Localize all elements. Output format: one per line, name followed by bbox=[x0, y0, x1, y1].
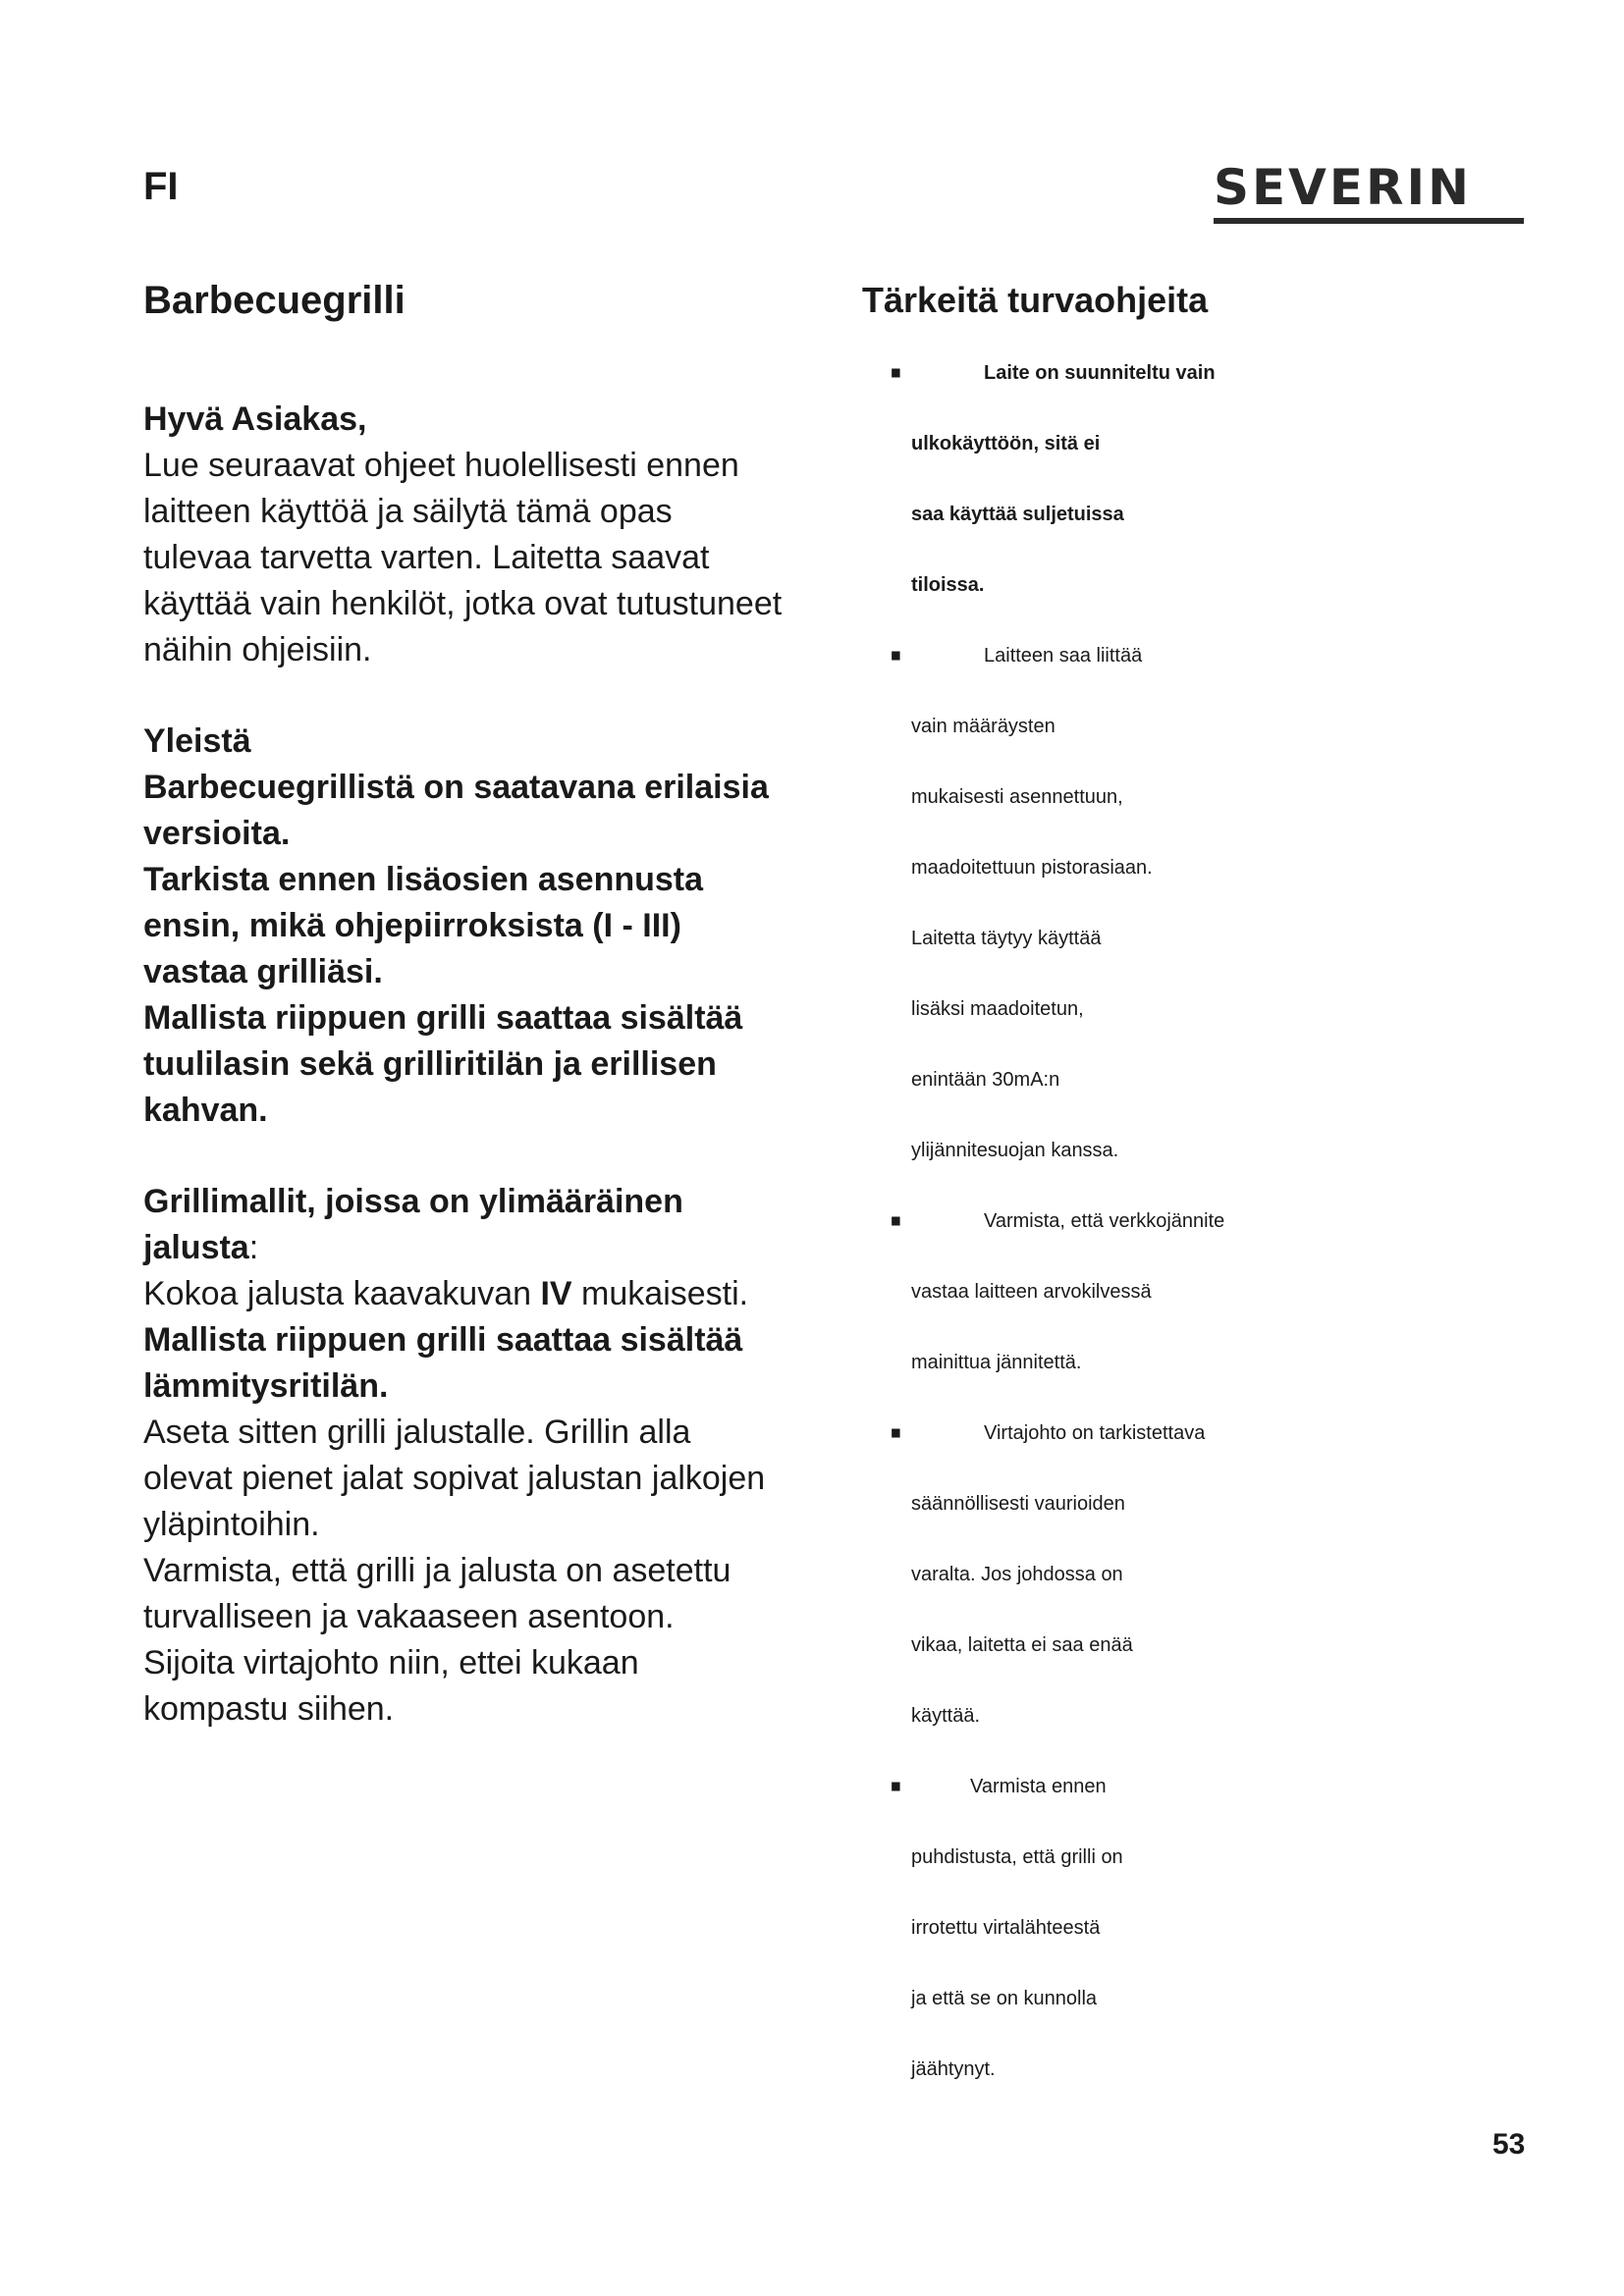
bullet-dot: · bbox=[888, 1753, 907, 1819]
safety-line: enintään 30mA:n bbox=[911, 1069, 1060, 1091]
safety-line: vikaa, laitetta ei saa enää bbox=[911, 1634, 1133, 1656]
safety-line: säännöllisesti vaurioiden bbox=[911, 1493, 1125, 1515]
page-number: 53 bbox=[1492, 2128, 1526, 2161]
stand-heading-line: Grillimallit, joissa on ylimääräinen bbox=[143, 1183, 683, 1220]
safety-item bbox=[862, 338, 1624, 620]
safety-line: Varmista ennen bbox=[970, 1776, 1107, 1797]
general-heading: Yleistä bbox=[143, 722, 251, 760]
safety-title: Tärkeitä turvaohjeita bbox=[862, 280, 1209, 320]
safety-line: Virtajohto on tarkistettava bbox=[984, 1422, 1206, 1444]
safety-line: ja että se on kunnolla bbox=[911, 1988, 1098, 2009]
safety-item bbox=[862, 1398, 1624, 1751]
figure-ref: IV bbox=[540, 1275, 572, 1312]
general-paragraph bbox=[143, 765, 831, 1134]
stand-line: Varmista, että grilli ja jalusta on asetettu bbox=[143, 1552, 731, 1589]
safety-line: vastaa laitteen arvokilvessä bbox=[911, 1281, 1152, 1303]
safety-line: ulkokäyttöön, sitä ei bbox=[911, 433, 1101, 454]
page-title: Barbecuegrilli bbox=[143, 279, 406, 322]
safety-line: käyttää. bbox=[911, 1705, 981, 1727]
bullet-dot: · bbox=[888, 1188, 907, 1254]
logo-underline bbox=[1214, 218, 1524, 224]
safety-line: Laite on suunniteltu vain bbox=[984, 362, 1216, 384]
spacer bbox=[143, 673, 831, 719]
safety-line: ylijännitesuojan kanssa. bbox=[911, 1140, 1119, 1161]
general-line: Mallista riippuen grilli saattaa sisältää bbox=[143, 999, 743, 1037]
safety-line: Laitteen saa liittää bbox=[984, 645, 1143, 667]
warming-line: lämmitysritilän. bbox=[143, 1367, 389, 1405]
general-line: tuulilasin sekä grilliritilän ja erillisen bbox=[143, 1045, 717, 1083]
intro-line: käyttää vain henkilöt, jotka ovat tutustuneet bbox=[143, 585, 783, 622]
intro-line: Lue seuraavat ohjeet huolellisesti ennen bbox=[143, 447, 739, 484]
general-line: versioita. bbox=[143, 815, 291, 852]
safety-line: irrotettu virtalähteestä bbox=[911, 1917, 1101, 1939]
general-line: Barbecuegrillistä on saatavana erilaisia bbox=[143, 769, 769, 806]
safety-item bbox=[862, 620, 1624, 1186]
bullet-dot: · bbox=[888, 1400, 907, 1466]
safety-line: tiloissa. bbox=[911, 574, 985, 596]
stand-paragraph bbox=[143, 1410, 831, 1733]
stand-line: kompastu siihen. bbox=[143, 1690, 395, 1728]
safety-line: mukaisesti asennettuun, bbox=[911, 786, 1123, 808]
stand-line: yläpintoihin. bbox=[143, 1506, 320, 1543]
stand-line: olevat pienet jalat sopivat jalustan jalkojen bbox=[143, 1460, 766, 1497]
general-line: vastaa grilliäsi. bbox=[143, 953, 383, 990]
intro-line: laitteen käyttöä ja säilytä tämä opas bbox=[143, 493, 673, 530]
general-line: ensin, mikä ohjepiirroksista (I - III) bbox=[143, 907, 681, 944]
safety-line: maadoitettuun pistorasiaan. bbox=[911, 857, 1153, 879]
intro-line: tulevaa tarvetta varten. Laitetta saavat bbox=[143, 539, 710, 576]
safety-line: jäähtynyt. bbox=[911, 2058, 996, 2080]
stand-line: Sijoita virtajohto niin, ettei kukaan bbox=[143, 1644, 639, 1682]
safety-line: saa käyttää suljetuissa bbox=[911, 504, 1124, 525]
warming-note bbox=[143, 1317, 831, 1410]
brand-logo bbox=[1214, 159, 1524, 224]
language-code: FI bbox=[143, 165, 179, 208]
general-line: kahvan. bbox=[143, 1092, 268, 1129]
stand-line: Aseta sitten grilli jalustalle. Grillin alla bbox=[143, 1414, 691, 1451]
stand-line: turvalliseen ja vakaaseen asentoon. bbox=[143, 1598, 675, 1635]
bullet-dot: · bbox=[888, 622, 907, 688]
assemble-line bbox=[143, 1271, 831, 1317]
bullet-dot: · bbox=[888, 340, 907, 405]
assemble-text: Kokoa jalusta kaavakuvan bbox=[143, 1275, 541, 1312]
stand-heading-colon: : bbox=[248, 1229, 259, 1266]
stand-heading-word: jalusta bbox=[143, 1229, 249, 1266]
intro-paragraph bbox=[143, 443, 831, 673]
spacer bbox=[143, 1134, 831, 1179]
safety-line: Laitetta täytyy käyttää bbox=[911, 928, 1102, 949]
assemble-text: mukaisesti. bbox=[571, 1275, 749, 1312]
general-line: Tarkista ennen lisäosien asennusta bbox=[143, 861, 704, 898]
intro-line: näihin ohjeisiin. bbox=[143, 631, 372, 668]
greeting: Hyvä Asiakas, bbox=[143, 400, 367, 438]
safety-line: puhdistusta, että grilli on bbox=[911, 1846, 1123, 1868]
safety-line: lisäksi maadoitetun, bbox=[911, 998, 1084, 1020]
safety-item bbox=[862, 1186, 1624, 1398]
stand-heading-line bbox=[143, 1225, 831, 1271]
right-column bbox=[862, 279, 1624, 2105]
safety-item bbox=[862, 1751, 1624, 2105]
safety-line: varalta. Jos johdossa on bbox=[911, 1564, 1123, 1585]
safety-line: Varmista, että verkkojännite bbox=[984, 1210, 1225, 1232]
left-column bbox=[143, 275, 831, 1733]
safety-line: vain määräysten bbox=[911, 716, 1056, 737]
brand-logo-text: SEVERIN bbox=[1214, 159, 1472, 216]
warming-line: Mallista riippuen grilli saattaa sisältää bbox=[143, 1321, 743, 1359]
safety-line: mainittua jännitettä. bbox=[911, 1352, 1082, 1373]
stand-heading bbox=[143, 1179, 831, 1271]
